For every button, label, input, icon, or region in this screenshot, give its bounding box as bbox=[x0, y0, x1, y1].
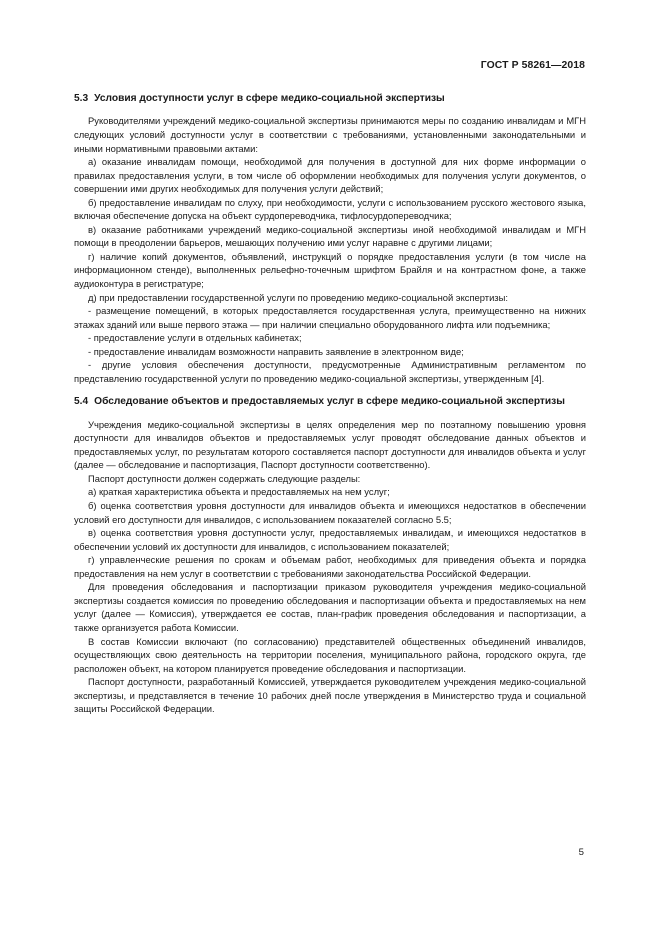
paragraph: Руководителями учреждений медико-социальной экспертизы принимаются меры по созданию инвалидам и МГН следующих условий доступности услуг в соответствии с требованиями, установленными законодательными и иными нормативными правовыми актами: bbox=[74, 115, 586, 154]
list-item: г) наличие копий документов, объявлений, инструкций о порядке предоставления услуги (в том числе на информационном стенде), выполненных рельефно-точечным шрифтом Брайля и на контрастном фоне, а также аудиоконтура в регистратуре; bbox=[74, 250, 586, 289]
section-heading-5-3 bbox=[74, 92, 586, 105]
list-item: в) оценка соответствия уровня доступности услуг, предоставляемых инвалидам, и имеющихся недостатков в обеспечении условий их доступности для инвалидов, с использованием показателей; bbox=[74, 527, 586, 552]
paragraph: Учреждения медико-социальной экспертизы в целях определения мер по поэтапному повышению уровня доступности для инвалидов объектов и предоставляемых услуг проводят обследование данных объектов и предоставляемых услуг, по результатам которого составляется паспорт доступности для инвалидов объекта и услуг (далее — обследование и паспортизация, Паспорт доступности соответственно). bbox=[74, 418, 586, 471]
list-item: в) оказание работниками учреждений медико-социальной экспертизы иной необходимой инвалидам и МГН помощи в преодолении барьеров, мешающих получению ими услуг наравне с другими лицами; bbox=[74, 223, 586, 249]
list-item: д) при предоставлении государственной услуги по проведению медико-социальной экспертизы: bbox=[88, 291, 508, 303]
list-item: а) краткая характеристика объекта и предоставляемых на нем услуг; bbox=[88, 486, 390, 498]
sub-list-item: - другие условия обеспечения доступности, предусмотренные Административным регламентом по представлению государственной услуги по проведению медико-социальной экспертизы, утвержденным [4]. bbox=[74, 359, 586, 384]
list-item: г) управленческие решения по срокам и объемам работ, необходимых для приведения объекта и порядка предоставления на нем услуг в соответствии с требованиями законодательства Российской Федерации. bbox=[74, 554, 586, 579]
sub-list-item: - предоставление инвалидам возможности направить заявление в электронном виде; bbox=[88, 345, 464, 357]
section-heading-5-4 bbox=[74, 395, 586, 408]
paragraph: В состав Комиссии включают (по согласованию) представителей общественных объединений инвалидов, осуществляющих свою деятельность на территории поселения, муниципального района, городского округа, где расположен объект, на котором планируется проведение обследования и паспортизации. bbox=[74, 635, 586, 674]
section-number: 5.4 bbox=[74, 396, 89, 408]
section-title: Обследование объектов и предоставляемых услуг в сфере медико-социальной экспертизы bbox=[94, 396, 565, 408]
document-body bbox=[74, 92, 586, 716]
page-number: 5 bbox=[578, 847, 584, 858]
paragraph: Для проведения обследования и паспортизации приказом руководителя учреждения медико-социальной экспертизы создается комиссия по проведению обследования и паспортизации объекта и предоставляемых на нем услуг (далее — Комиссия), утверждается ее состав, план-график проведения обследования и паспортизации, а также организуется работа Комиссии. bbox=[74, 581, 586, 633]
list-item: б) предоставление инвалидам по слуху, при необходимости, услуги с использованием русского жестового языка, включая обеспечение допуска на объект сурдопереводчика, тифлосурдопереводчика; bbox=[74, 196, 586, 222]
list-item: б) оценка соответствия уровня доступности для инвалидов объекта и имеющихся недостатков в обеспечении условий его доступности для инвалидов, с использованием показателей согласно 5.5; bbox=[74, 500, 586, 525]
paragraph: Паспорт доступности должен содержать следующие разделы: bbox=[88, 472, 361, 484]
sub-list-item: - размещение помещений, в которых предоставляется государственная услуга, преимущественно на нижних этажах зданий или выше первого этажа — при наличии специально оборудованного лифта или подъемника; bbox=[74, 305, 586, 330]
paragraph: Паспорт доступности, разработанный Комиссией, утверждается руководителем учреждения медико-социальной экспертизы, и представляется в течение 10 рабочих дней после утверждения в Министерство труда и социальной защиты Российской Федерации. bbox=[74, 676, 586, 715]
section-title: Условия доступности услуг в сфере медико-социальной экспертизы bbox=[94, 93, 445, 104]
list-item: а) оказание инвалидам помощи, необходимой для получения в доступной для них форме информации о правилах предоставления услуги, в том числе об оформлении необходимых для получения услуги документов, о совершении ими других необходимых для получения услуги действий; bbox=[74, 156, 586, 195]
document-code-header: ГОСТ Р 58261—2018 bbox=[480, 60, 585, 71]
section-number: 5.3 bbox=[74, 93, 89, 104]
sub-list-item: - предоставление услуги в отдельных кабинетах; bbox=[88, 332, 302, 344]
